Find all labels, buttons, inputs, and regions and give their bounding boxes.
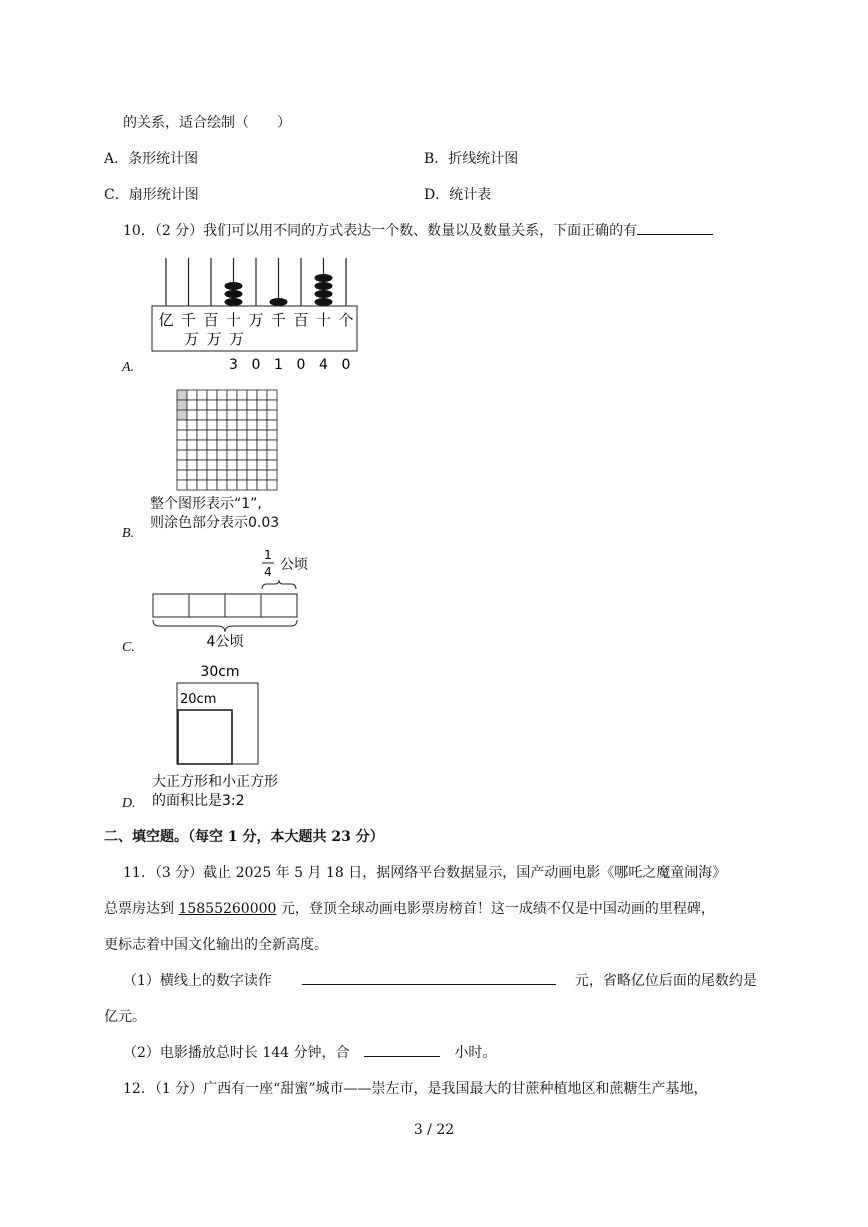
bottom-brace bbox=[153, 620, 297, 632]
grid-cell bbox=[217, 410, 227, 420]
strip-cell-1 bbox=[153, 594, 189, 617]
abacus-figure bbox=[150, 256, 360, 376]
hundred-grid bbox=[176, 389, 278, 491]
grid-cell bbox=[217, 400, 227, 410]
q11-line1: 11．（3 分）截止 2025 年 5 月 18 日，据网络平台数据显示，国产动画电影《哪吒之魔童闹海》 bbox=[123, 865, 727, 881]
grid-cell bbox=[247, 420, 257, 430]
q11-line2-post: 元，登顶全球动画电影票房榜首！这一成绩不仅是中国动画的里程碑， bbox=[276, 901, 715, 917]
q10-option-c-letter: C. bbox=[122, 640, 135, 655]
grid-cell bbox=[237, 480, 247, 490]
abacus-bead bbox=[315, 298, 333, 306]
grid-cell bbox=[177, 480, 187, 490]
grid-cell bbox=[217, 390, 227, 400]
grid-cell bbox=[267, 480, 277, 490]
grid-cell-shaded bbox=[177, 400, 187, 410]
squares-caption-line1: 大正方形和小正方形 bbox=[152, 774, 278, 790]
q12-line1: 12．（1 分）广西有一座“甜蜜”城市——崇左市，是我国最大的甘蔗种植地区和蔗糖生产基地， bbox=[123, 1081, 708, 1097]
grid-cell bbox=[207, 450, 217, 460]
strip-total-label: 4公顷 bbox=[206, 634, 244, 650]
abacus-digit: 0 bbox=[296, 357, 306, 373]
grid-cell bbox=[207, 480, 217, 490]
grid-cell bbox=[237, 440, 247, 450]
page-number: 3 / 22 bbox=[413, 1122, 455, 1138]
abacus-digit: 3 bbox=[229, 357, 238, 373]
grid-cell bbox=[187, 390, 197, 400]
q9-option-d: D．统计表 bbox=[424, 187, 492, 203]
grid-cell bbox=[267, 430, 277, 440]
grid-cell bbox=[257, 450, 267, 460]
abacus-bead bbox=[315, 282, 333, 290]
q11-line3: 更标志着中国文化输出的全新高度。 bbox=[104, 937, 328, 953]
abacus-place-label: 千 bbox=[180, 311, 197, 329]
abacus-place-label: 十 bbox=[315, 311, 332, 329]
grid-cell bbox=[267, 420, 277, 430]
q11-sub1-post: 元，省略亿位后面的尾数约是 bbox=[574, 973, 757, 989]
big-square-label: 30cm bbox=[200, 664, 240, 680]
abacus-digit: 0 bbox=[251, 357, 261, 373]
strip-cell-2 bbox=[189, 594, 225, 617]
grid-cell bbox=[207, 440, 217, 450]
strip-cell-4 bbox=[261, 594, 297, 617]
grid-cell bbox=[217, 430, 227, 440]
q11-sub1 bbox=[123, 970, 757, 990]
grid-cell bbox=[217, 470, 227, 480]
grid-cell bbox=[217, 480, 227, 490]
abacus-place-label: 百 bbox=[293, 311, 309, 329]
grid-cell bbox=[257, 400, 267, 410]
grid-cell bbox=[257, 390, 267, 400]
section-2-title: 二、填空题。（每空 1 分，本大题共 23 分） bbox=[104, 829, 384, 845]
squares-figure bbox=[150, 660, 310, 810]
grid-cell bbox=[247, 430, 257, 440]
abacus-digits bbox=[229, 357, 350, 373]
abacus-bead bbox=[225, 290, 243, 298]
grid-cell bbox=[227, 430, 237, 440]
grid-cell bbox=[197, 410, 207, 420]
grid-cell bbox=[247, 440, 257, 450]
q10-answer-blank bbox=[637, 234, 713, 235]
grid-cell bbox=[217, 420, 227, 430]
grid-cell bbox=[187, 410, 197, 420]
grid-cell-shaded bbox=[177, 410, 187, 420]
grid-caption-line1: 整个图形表示“1”, bbox=[150, 496, 262, 512]
grid-cell bbox=[177, 430, 187, 440]
grid-cell bbox=[197, 460, 207, 470]
grid-cell bbox=[227, 390, 237, 400]
grid-cell bbox=[197, 420, 207, 430]
grid-cell bbox=[217, 450, 227, 460]
q9-option-b: B．折线统计图 bbox=[424, 151, 519, 167]
grid-cell bbox=[237, 470, 247, 480]
grid-cell-shaded bbox=[177, 390, 187, 400]
grid-cell bbox=[217, 460, 227, 470]
grid-cell bbox=[197, 390, 207, 400]
grid-cell bbox=[267, 410, 277, 420]
grid-cell bbox=[267, 450, 277, 460]
grid-cell bbox=[247, 460, 257, 470]
q11-line2-pre: 总票房达到 bbox=[104, 901, 179, 917]
fraction-unit: 公顷 bbox=[280, 557, 308, 573]
grid-cell bbox=[237, 460, 247, 470]
grid-cell bbox=[247, 450, 257, 460]
grid-cell bbox=[207, 410, 217, 420]
abacus-place-label-wan: 万 bbox=[228, 330, 245, 348]
abacus-bead bbox=[225, 282, 243, 290]
grid-cell bbox=[207, 390, 217, 400]
grid-cell bbox=[197, 440, 207, 450]
q10-stem-text: 10．（2 分）我们可以用不同的方式表达一个数、数量以及数量关系，下面正确的有 bbox=[123, 223, 638, 239]
abacus-place-label: 百 bbox=[203, 311, 219, 329]
q11-sub1-blank1 bbox=[302, 984, 556, 985]
grid-cell bbox=[227, 420, 237, 430]
grid-cell bbox=[227, 460, 237, 470]
abacus-bead bbox=[225, 298, 243, 306]
grid-cell bbox=[227, 450, 237, 460]
small-square bbox=[178, 710, 232, 764]
box-office-number: 15855260000 bbox=[178, 901, 277, 917]
abacus-digit: 1 bbox=[274, 357, 283, 373]
grid-cell bbox=[237, 450, 247, 460]
grid-cell bbox=[227, 410, 237, 420]
grid-cell bbox=[257, 430, 267, 440]
grid-cell bbox=[257, 420, 267, 430]
grid-cell bbox=[217, 440, 227, 450]
grid-cell bbox=[177, 470, 187, 480]
grid-cell bbox=[227, 480, 237, 490]
grid-cell bbox=[257, 480, 267, 490]
grid-cell bbox=[257, 470, 267, 480]
q10-option-a-letter: A. bbox=[122, 360, 135, 375]
grid-cell bbox=[247, 390, 257, 400]
grid-cell bbox=[247, 480, 257, 490]
abacus-place-labels-wan bbox=[184, 330, 244, 348]
grid-cell bbox=[227, 470, 237, 480]
q11-sub2 bbox=[123, 1042, 496, 1062]
grid-cell bbox=[207, 400, 217, 410]
q10-option-b-letter: B. bbox=[122, 526, 135, 541]
grid-cell bbox=[187, 460, 197, 470]
grid-cell bbox=[177, 440, 187, 450]
q11-line2 bbox=[104, 898, 715, 918]
grid-cell bbox=[187, 440, 197, 450]
q10-stem bbox=[123, 220, 713, 240]
grid-cell bbox=[257, 410, 267, 420]
grid-cell bbox=[267, 470, 277, 480]
grid-cell bbox=[227, 400, 237, 410]
grid-cell bbox=[237, 400, 247, 410]
abacus-bead bbox=[315, 274, 333, 282]
grid-cell bbox=[207, 470, 217, 480]
grid-cell bbox=[207, 460, 217, 470]
q11-sub2-post: 小时。 bbox=[454, 1045, 497, 1061]
grid-caption-line2: 则涂色部分表示0.03 bbox=[150, 515, 280, 531]
q11-sub2-blank bbox=[364, 1056, 440, 1057]
grid-cell bbox=[197, 470, 207, 480]
q11-sub1-pre: （1）横线上的数字读作 bbox=[123, 973, 272, 989]
grid-cell bbox=[207, 430, 217, 440]
grid-cell bbox=[177, 460, 187, 470]
grid-cell bbox=[247, 470, 257, 480]
abacus-place-label: 十 bbox=[225, 311, 242, 329]
grid-cell bbox=[197, 400, 207, 410]
abacus-digit: 4 bbox=[319, 357, 328, 373]
abacus-place-label: 个 bbox=[338, 311, 354, 329]
grid-cell bbox=[267, 440, 277, 450]
q9-option-c: C．扇形统计图 bbox=[104, 187, 199, 203]
grid-cell bbox=[197, 450, 207, 460]
grid-cell bbox=[247, 410, 257, 420]
grid-cell bbox=[247, 400, 257, 410]
grid-cell bbox=[237, 390, 247, 400]
small-square-label: 20cm bbox=[180, 692, 217, 707]
abacus-place-label-wan: 万 bbox=[206, 330, 222, 348]
abacus-digit: 0 bbox=[341, 357, 351, 373]
fraction-numerator: 1 bbox=[264, 548, 272, 562]
abacus-place-label: 万 bbox=[248, 311, 264, 329]
grid-cell bbox=[187, 400, 197, 410]
grid-cell bbox=[197, 430, 207, 440]
q10-option-d-letter: D. bbox=[122, 796, 136, 811]
grid-cell bbox=[177, 450, 187, 460]
grid-cell bbox=[267, 460, 277, 470]
land-strip-figure bbox=[150, 545, 320, 650]
abacus-place-label-wan: 万 bbox=[183, 330, 200, 348]
abacus-place-labels bbox=[158, 311, 353, 329]
abacus-place-label: 千 bbox=[270, 311, 287, 329]
grid-cell bbox=[257, 440, 267, 450]
grid-cell bbox=[267, 400, 277, 410]
grid-cell bbox=[207, 420, 217, 430]
abacus-bead bbox=[315, 290, 333, 298]
grid-cell bbox=[237, 410, 247, 420]
q11-sub1-cont: 亿元。 bbox=[104, 1009, 146, 1025]
grid-cell bbox=[187, 480, 197, 490]
abacus-bead bbox=[270, 298, 288, 306]
grid-cell bbox=[187, 420, 197, 430]
grid-cell bbox=[237, 420, 247, 430]
grid-cell bbox=[267, 390, 277, 400]
fraction-denominator: 4 bbox=[264, 565, 272, 579]
grid-cell bbox=[237, 430, 247, 440]
grid-cell bbox=[257, 460, 267, 470]
grid-cell bbox=[227, 440, 237, 450]
abacus-place-label: 亿 bbox=[158, 311, 174, 329]
q9-option-a: A．条形统计图 bbox=[104, 151, 199, 167]
grid-cell bbox=[187, 470, 197, 480]
q11-sub2-pre: （2）电影播放总时长 144 分钟，合 bbox=[123, 1045, 350, 1061]
grid-cell bbox=[187, 450, 197, 460]
strip-cell-3 bbox=[225, 594, 261, 617]
grid-cell bbox=[177, 420, 187, 430]
grid-cells bbox=[177, 390, 277, 490]
top-brace bbox=[262, 580, 296, 589]
grid-cell bbox=[197, 480, 207, 490]
q9-continuation: 的关系，适合绘制（ ） bbox=[123, 115, 291, 131]
squares-caption-line2: 的面积比是3:2 bbox=[152, 793, 245, 809]
grid-cell bbox=[187, 430, 197, 440]
